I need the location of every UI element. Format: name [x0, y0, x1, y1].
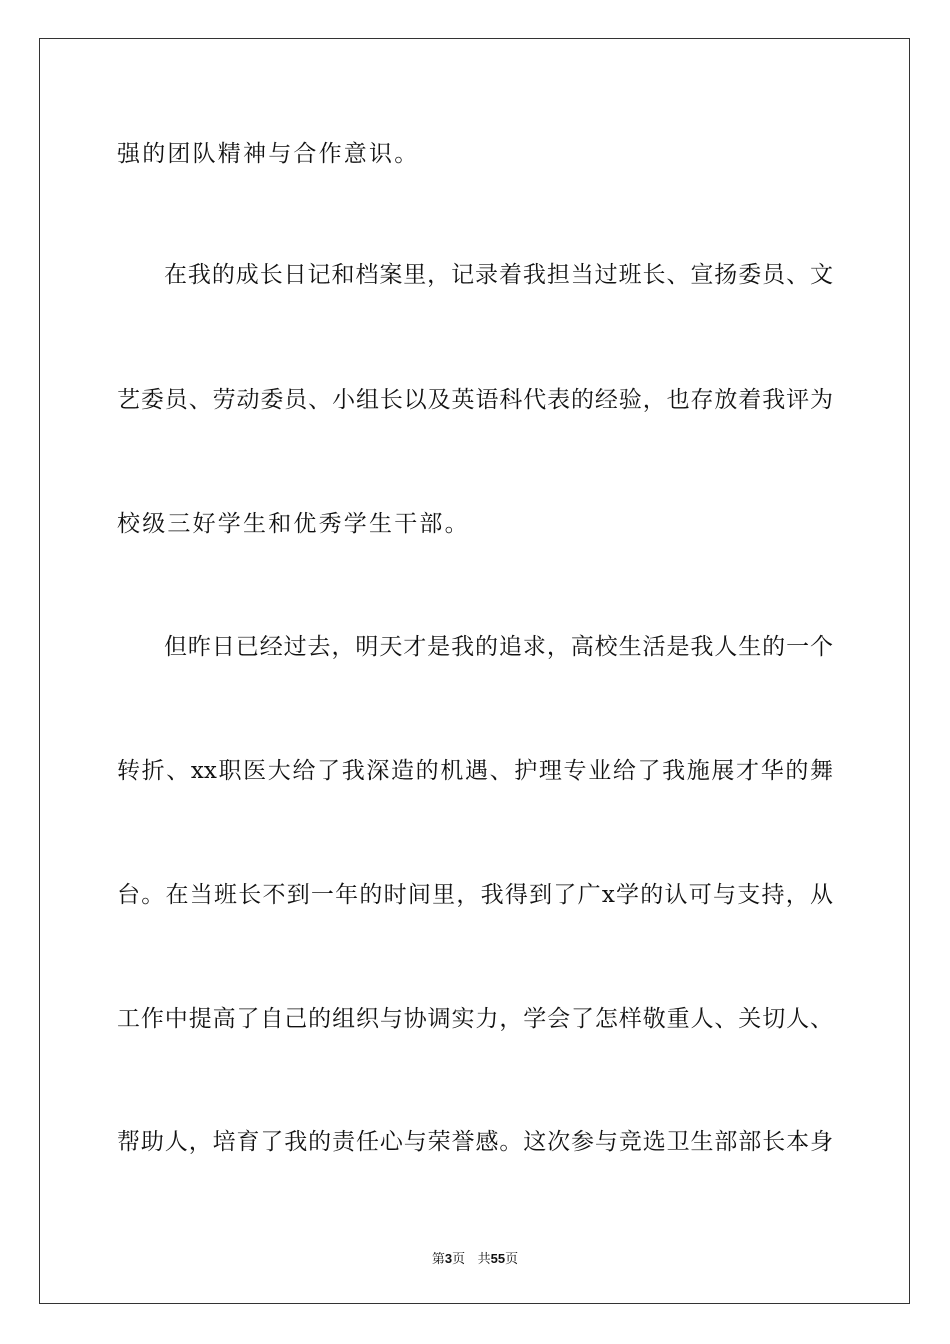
page-border	[39, 38, 910, 1304]
footer-page-prefix: 第	[431, 1252, 445, 1267]
text-line-4: 校级三好学生和优秀学生干部。	[117, 511, 470, 537]
page-footer	[0, 1248, 950, 1267]
text-line-7: 台。在当班长不到一年的时间里，我得到了广x学的认可与支持，从	[117, 882, 833, 908]
text-line-8: 工作中提高了自己的组织与协调实力，学会了怎样敬重人、关切人、	[117, 1006, 833, 1032]
footer-page-suffix: 页	[452, 1252, 466, 1267]
text-line-2: 在我的成长日记和档案里，记录着我担当过班长、宣扬委员、文	[164, 262, 833, 288]
text-line-3: 艺委员、劳动委员、小组长以及英语科代表的经验，也存放着我评为	[117, 387, 833, 413]
text-line-6: 转折、xx职医大给了我深造的机遇、护理专业给了我施展才华的舞	[117, 758, 833, 784]
text-line-5: 但昨日已经过去，明天才是我的追求，高校生活是我人生的一个	[164, 634, 833, 660]
footer-total-prefix: 共	[477, 1252, 491, 1267]
footer-total-pages: 55	[490, 1251, 506, 1266]
text-line-9: 帮助人，培育了我的责任心与荣誉感。这次参与竞选卫生部部长本身	[117, 1129, 833, 1155]
text-line-1: 强的团队精神与合作意识。	[117, 141, 420, 167]
footer-total-suffix: 页	[505, 1252, 519, 1267]
footer-page-number: 3	[444, 1251, 453, 1266]
